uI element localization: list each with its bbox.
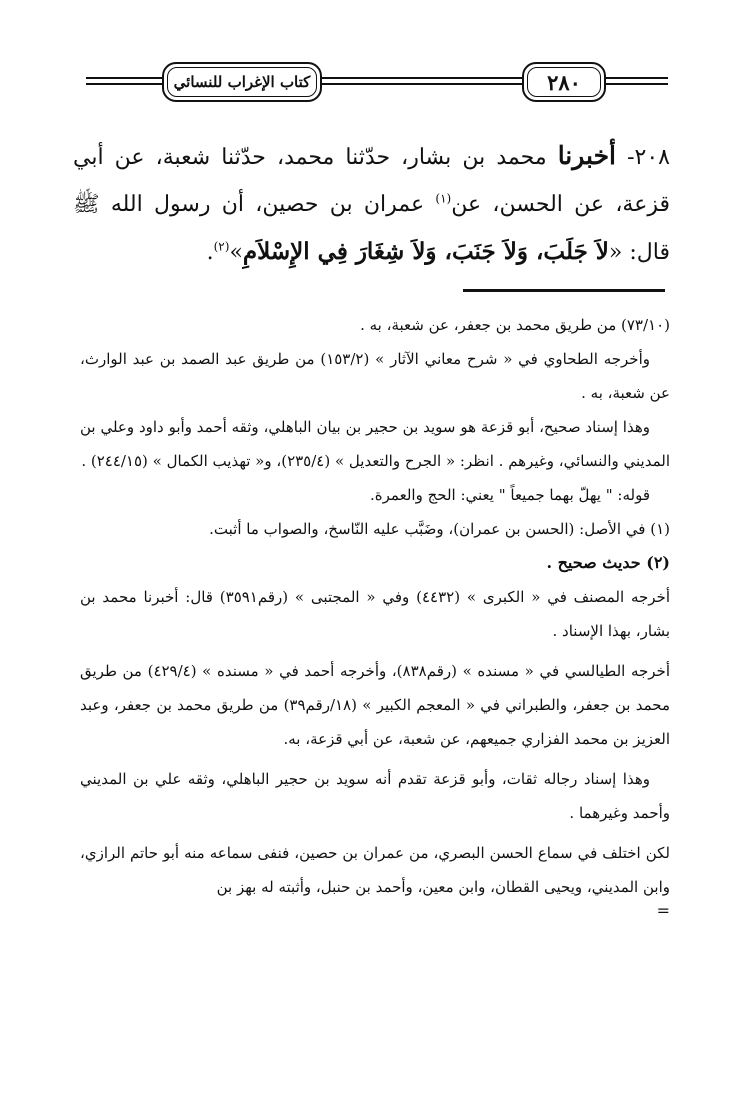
header-rule-left-top [86,77,162,79]
note-paragraph-1: (٧٣/١٠) من طريق محمد بن جعفر، عن شعبة، به . [360,316,670,334]
hadith-paragraph [73,132,670,276]
footnote-2-heading: (٢) حديث صحيح . [546,553,670,572]
footnote-ref-2: (٢) [213,239,230,254]
hadith-number: ٢٠٨- [627,145,670,170]
hadith-matn: لاَ جَلَبَ، وَلاَ جَنَبَ، وَلاَ شِغَارَ فِي الإِسْلاَمِ [242,238,609,265]
note-paragraph-4: قوله: " يهلّ بهما جميعاً " يعني: الحج والعمرة. [370,486,650,504]
note-paragraph-2: وأخرجه الطحاوي في « شرح معاني الآثار » (١٥٣/٢) من طريق عبد الصمد بن عبد الوارث، عن شعبة، به . [80,350,670,402]
header-rule-right-top [606,77,668,79]
book-title-frame [162,62,322,102]
note-paragraph-3: وهذا إسناد صحيح، أبو قزعة هو سويد بن حجير بن بيان الباهلي، وثقه أحمد وأبو داود وعلي بن المديني والنسائي، وغيرهم . انظر: « الجرح والتعديل » (٢٣٥/٤)، و« تهذيب الكمال » (٢٤٤/١٥) . [80,418,670,470]
footnote-ref-1: (١) [435,191,452,206]
header-rule-right-bottom [606,83,668,85]
page-number-frame [522,62,606,102]
isnad-part-2: عمران بن حصين، أن رسول الله ﷺ قال: « [73,192,670,265]
note-paragraph-7: وهذا إسناد رجاله ثقات، وأبو قزعة تقدم أنه سويد بن حجير الباهلي، وثقه علي بن المديني وأحمد وغيرهما . [80,770,670,822]
footnotes [80,308,670,918]
book-title: كتاب الإغراب للنسائي [173,73,311,91]
footnote-separator [463,289,665,292]
page-number: ٢٨٠ [547,69,581,95]
footnote-1: (١) في الأصل: (الحسن بن عمران)، وضَبَّب عليه النّاسخ، والصواب ما أثبت. [209,520,670,538]
hadith-end-mark: . [206,240,214,265]
isnad-part-1: محمد بن بشار، حدّثنا محمد، حدّثنا شعبة، عن أبي قزعة، عن الحسن، عن [73,145,670,217]
header-rule-middle-bottom [322,83,522,85]
note-paragraph-6: أخرجه الطيالسي في « مسنده » (رقم٨٣٨)، وأخرجه أحمد في « مسنده » (٤٢٩/٤) من طريق محمد بن جعفر، والطبراني في « المعجم الكبير » (١٨/رقم٣٩) من طريق محمد بن جعفر، وعبد العزيز بن محمد الفزاري جميعهم، عن شعبة، عن أبي قزعة، به. [80,662,670,748]
header-rule-left-bottom [86,83,162,85]
hadith-opening: أخبرنا [557,141,617,170]
header-rule-middle-top [322,77,522,79]
continuation-mark: = [656,901,670,920]
note-paragraph-5: أخرجه المصنف في « الكبرى » (٤٤٣٢) وفي « المجتبى » (رقم٣٥٩١) قال: أخبرنا محمد بن بشار، بهذا الإسناد . [80,588,670,640]
page-header [86,62,668,106]
note-paragraph-8: لكن اختلف في سماع الحسن البصري، من عمران بن حصين، فنفى سماعه منه أبو حاتم الرازي، وابن المديني، ويحيى القطان، وابن معين، وأحمد بن حنبل، وأثبته له بهز بن [80,844,670,896]
hadith-text [73,132,670,276]
matn-close-quote: » [229,240,243,265]
